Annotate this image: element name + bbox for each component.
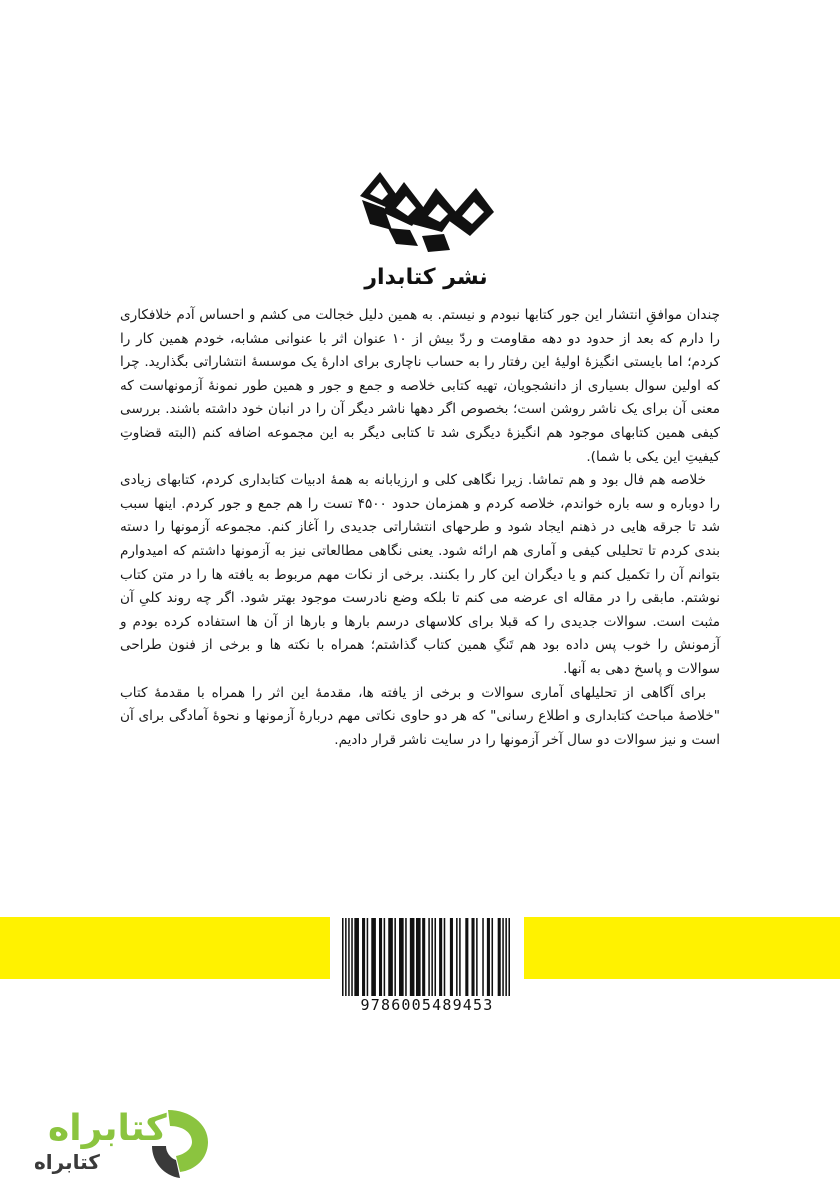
barcode-bar — [367, 918, 369, 996]
barcode-bar — [476, 918, 478, 996]
barcode-bar — [388, 918, 393, 996]
barcode-bar — [410, 918, 415, 996]
barcode-bar — [422, 918, 425, 996]
barcode-bar — [505, 918, 507, 996]
barcode-bar — [487, 918, 490, 996]
barcode-bar — [439, 918, 442, 996]
isbn-barcode — [340, 918, 512, 996]
barcode-bar — [471, 918, 474, 996]
barcode-bar — [405, 918, 407, 996]
barcode-bar — [431, 918, 433, 996]
barcode-bar — [508, 918, 510, 996]
barcode-bar — [379, 918, 382, 996]
barcode-bar — [465, 918, 468, 996]
paragraph-3: برای آگاهی از تحلیلهای آماری سوالات و برخی از یافته ها، مقدمهٔ این اثر را همراه با مقدمهٔ کتاب "خلاصهٔ مباحث کتابداری و اطلاع رسانی" که هر دو حاوی نکاتی مهم دربارهٔ آزمونها و نحوهٔ آمادگی برای آن است و نیز سوالات دو سال آخر آزمونها را در سایت ناشر قرار دادیم. — [120, 684, 720, 748]
barcode-bar — [354, 918, 359, 996]
barcode-bar — [459, 918, 461, 996]
barcode-bar — [394, 918, 396, 996]
barcode-bar — [351, 918, 353, 996]
paragraph-1: چندان موافقِ انتشار این جور کتابها نبودم و نیستم. به همین دلیل خجالت می کشم و احساس آدم خلافکاری را دارم که بعد از حدود دو دهه مقاومت و ردّ بیش از ۱۰ عنوان اثر با عنوانی مشابه، خودم همین کار را کردم؛ اما بایستی انگیزهٔ اولیهٔ این رفتار را به حساب ناچاری برای ادارهٔ یک موسسهٔ انتشاراتی بگذارید. چرا که اولین سوال بسیاری از دانشجویان، تهیه کتابی خلاصه و جمع و جور و همین طور نمونهٔ آزمونهاست که معنی آن برای یک ناشر روشن است؛ بخصوص اگر دهها ناشر دیگر آن را در انبان خود داشته باشند. بررسی کیفی همین کتابهای موجود هم انگیزهٔ دیگری شد تا کتابی دیگر به این مجموعه اضافه کنم (البته قضاوتِ کیفیتِ این یکی با شما). — [120, 307, 720, 465]
publisher-logo — [352, 168, 500, 292]
barcode-bar — [362, 918, 365, 996]
barcode-bar — [456, 918, 458, 996]
barcode-bar — [492, 918, 494, 996]
publisher-logo-icon — [352, 168, 500, 292]
paragraph-2: خلاصه هم فال بود و هم تماشا. زیرا نگاهی کلی و ارزیابانه به همهٔ ادبیات کتابداری کردم، کتابهای زیادی را دوباره و سه باره خواندم، خلاصه کردم و همزمان حدود ۴۵۰۰ تست را هم جمع و جور کردم. اینها سبب شد تا جرقه هایی در ذهنم ایجاد شود و طرحهای انتشاراتی جدیدی را آغاز کنم. مجموعه آزمونها را دسته بندی کردم تا تحلیلی کیفی و آماری هم ارائه شود. یعنی نگاهی مطالعاتی نیز به آزمونها داشتم که امیدوارم بتوانم آن را تکمیل کنم و یا دیگران این کار را بکنند. برخی از نکات مهم مربوط به یافته ها را در متن کتاب نوشتم. مابقی را در مقاله ای عرضه می کنم تا بلکه وضع نادرست موجود بهتر شود. اگر چه روند کلیِ آن مثبت است. سوالات جدیدی را که قبلا برای کلاسهای درسم بارها و بارها از آن ها استفاده کرده بودم و آزمونش را خوب پس داده بود هم تَنگِ همین کتاب گذاشتم؛ همراه با نکته ها و برخی از فنون طراحی سوالات و پاسخ دهی به آنها. — [120, 472, 720, 677]
barcode-bar — [384, 918, 386, 996]
watermark-text: کتابراه — [48, 1108, 167, 1149]
watermark-subtext: کتابراه — [34, 1150, 100, 1174]
barcode-bar — [434, 918, 436, 996]
barcode-bar — [345, 918, 347, 996]
publisher-logo-text: نشر کتابدار — [364, 265, 488, 290]
barcode-bar — [444, 918, 446, 996]
back-cover-text — [120, 304, 720, 752]
barcode-bar — [502, 918, 504, 996]
barcode-bar — [399, 918, 404, 996]
isbn-digits: 9786005489453 — [360, 996, 494, 1014]
barcode-bar — [348, 918, 350, 996]
barcode-bar — [416, 918, 421, 996]
barcode-bar — [450, 918, 453, 996]
barcode-bar — [428, 918, 430, 996]
barcode-bar — [371, 918, 376, 996]
barcode-bar — [498, 918, 501, 996]
barcode-bar — [342, 918, 344, 996]
barcode-bar — [482, 918, 484, 996]
